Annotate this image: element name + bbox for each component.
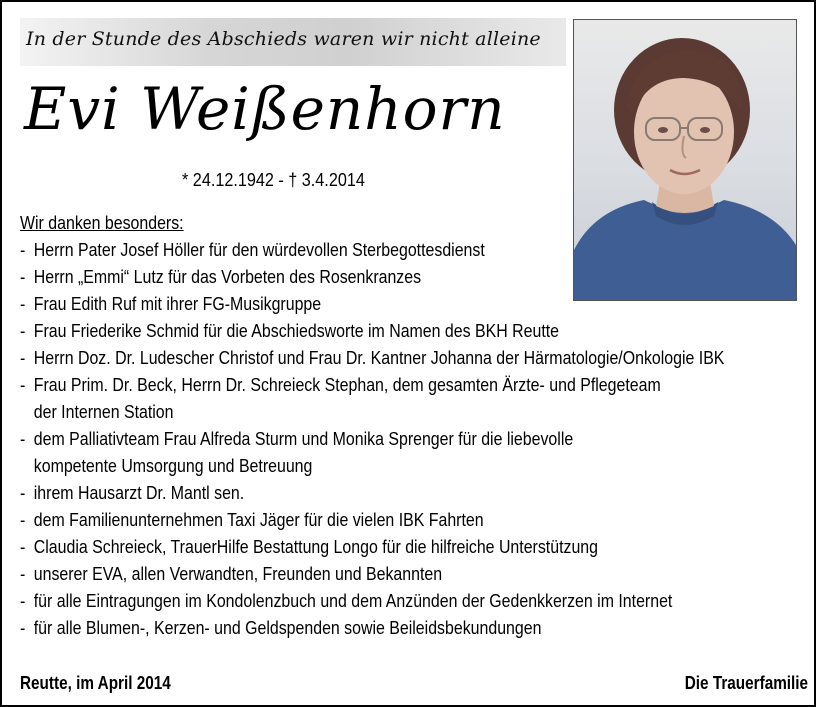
thanks-item-text: Herrn „Emmi“ Lutz für das Vorbeten des Rosenkranzes bbox=[33, 266, 422, 287]
dash-bullet: - bbox=[20, 347, 26, 368]
dash-bullet: - bbox=[20, 266, 26, 287]
dash-bullet: - bbox=[20, 617, 26, 638]
motto-text: In der Stunde des Abschieds waren wir nicht alleine bbox=[26, 28, 541, 50]
dash-bullet: - bbox=[20, 482, 26, 503]
thanks-list bbox=[20, 209, 810, 641]
thanks-item-text: unserer EVA, allen Verwandten, Freunden und Bekannten bbox=[33, 563, 443, 584]
thanks-heading: Wir danken besonders: bbox=[20, 212, 184, 233]
thanks-item-continuation: der Internen Station bbox=[33, 401, 174, 422]
thanks-item-text: für alle Eintragungen im Kondolenzbuch und dem Anzünden der Gedenkkerzen im Internet bbox=[33, 590, 673, 611]
thanks-item-text: Claudia Schreieck, TrauerHilfe Bestattung Longo für die hilfreiche Unterstützung bbox=[33, 536, 599, 557]
thanks-item bbox=[20, 560, 699, 587]
dash-bullet: - bbox=[20, 320, 26, 341]
dash-bullet: - bbox=[20, 293, 26, 314]
life-dates: * 24.12.1942 - † 3.4.2014 bbox=[182, 170, 365, 190]
thanks-item bbox=[20, 425, 699, 452]
thanks-item bbox=[20, 236, 699, 263]
thanks-item-text: für alle Blumen-, Kerzen- und Geldspenden sowie Beileidsbekundungen bbox=[33, 617, 542, 638]
thanks-item bbox=[20, 344, 725, 371]
thanks-item-text: dem Palliativteam Frau Alfreda Sturm und Monika Sprenger für die liebevolle bbox=[33, 428, 574, 449]
thanks-item bbox=[20, 263, 699, 290]
thanks-item bbox=[20, 506, 699, 533]
place-date: Reutte, im April 2014 bbox=[20, 673, 171, 693]
thanks-item bbox=[20, 371, 699, 398]
thanks-item bbox=[20, 533, 699, 560]
thanks-item-text: dem Familienunternehmen Taxi Jäger für die vielen IBK Fahrten bbox=[33, 509, 484, 530]
dash-bullet: - bbox=[20, 563, 26, 584]
dash-bullet: - bbox=[20, 374, 26, 395]
deceased-name: Evi Weißenhorn bbox=[24, 75, 506, 143]
thanks-item-text: ihrem Hausarzt Dr. Mantl sen. bbox=[33, 482, 245, 503]
dash-bullet: - bbox=[20, 509, 26, 530]
thanks-item bbox=[20, 290, 699, 317]
thanks-item-text: Frau Friederike Schmid für die Abschiedsworte im Namen des BKH Reutte bbox=[33, 320, 560, 341]
thanks-item bbox=[20, 317, 699, 344]
dash-bullet: - bbox=[20, 590, 26, 611]
dash-bullet: - bbox=[20, 536, 26, 557]
thanks-item-text: Frau Edith Ruf mit ihrer FG-Musikgruppe bbox=[33, 293, 322, 314]
thanks-item-text: Herrn Pater Josef Höller für den würdevollen Sterbegottesdienst bbox=[33, 239, 485, 260]
thanks-item bbox=[20, 614, 699, 641]
thanks-item-continuation: kompetente Umsorgung und Betreuung bbox=[33, 455, 313, 476]
signature: Die Trauerfamilie bbox=[684, 673, 808, 693]
dash-bullet: - bbox=[20, 428, 26, 449]
thanks-item bbox=[20, 479, 699, 506]
thanks-item-text: Herrn Doz. Dr. Ludescher Christof und Frau Dr. Kantner Johanna der Härmatologie/Onkologie IBK bbox=[33, 347, 725, 368]
thanks-item bbox=[20, 587, 699, 614]
dash-bullet: - bbox=[20, 239, 26, 260]
thanks-item-text: Frau Prim. Dr. Beck, Herrn Dr. Schreieck Stephan, dem gesamten Ärzte- und Pflegeteam bbox=[33, 374, 661, 395]
